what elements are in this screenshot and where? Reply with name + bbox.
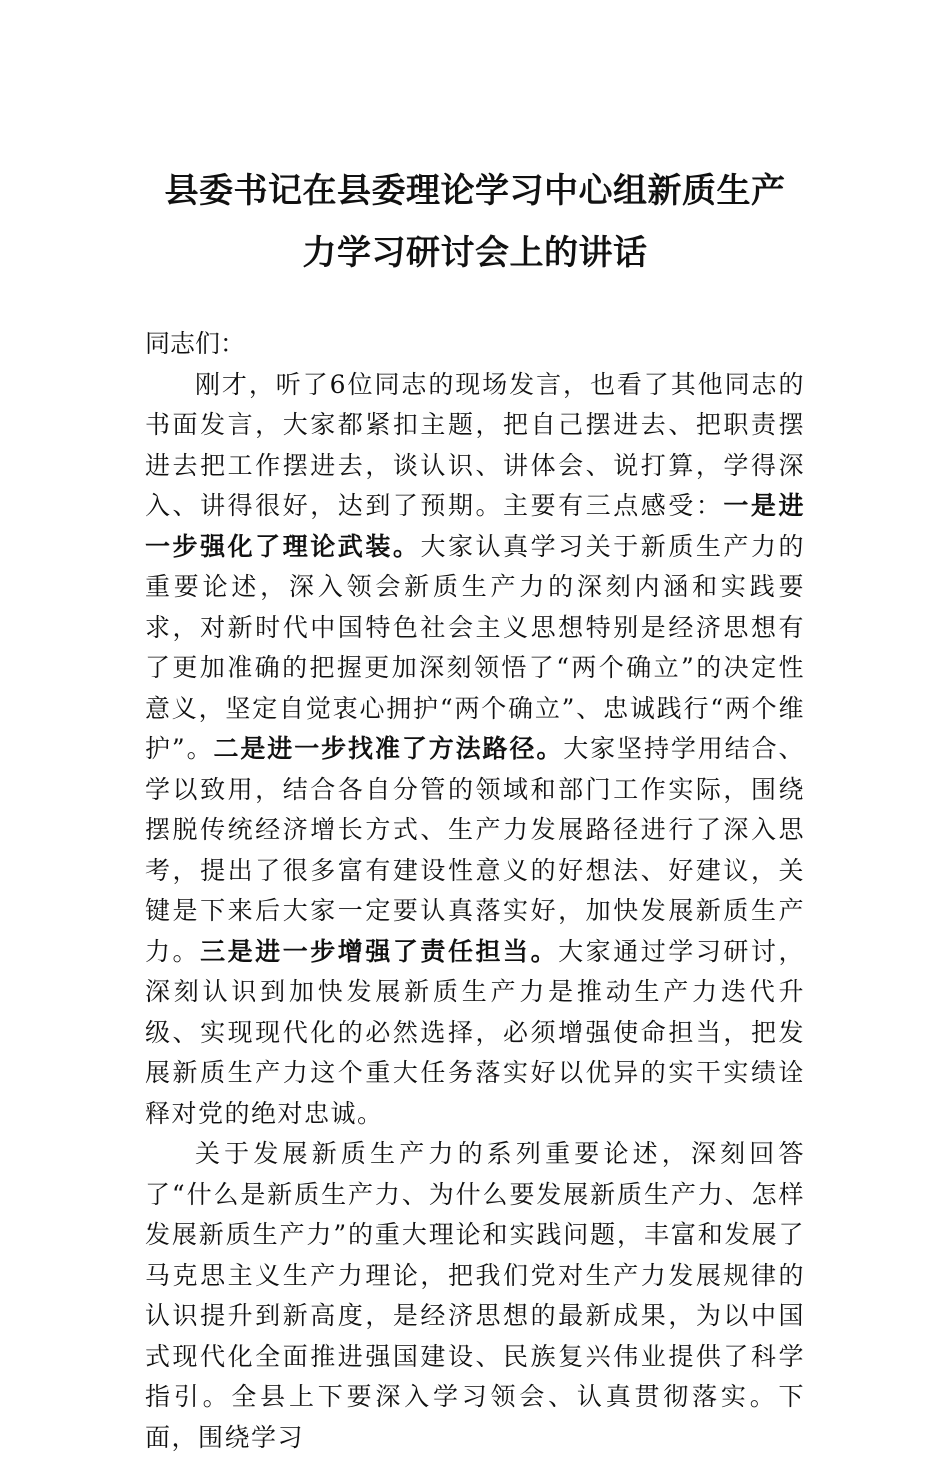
highlight-point-3: 三是进一步增强了责任担当。 [200, 936, 559, 966]
paragraph-1-text-1: 刚才，听了6位同志的现场发言，也看了其他同志的书面发言，大家都紧扣主题，把自己摆进去、把职责摆进去把工作摆进去，谈认识、讲体会、说打算，学得深入、讲得很好，达到了预期。主要有三点感受： [145, 369, 805, 520]
salutation: 同志们： [145, 329, 246, 358]
paragraph-1 [145, 365, 805, 1135]
highlight-point-1: 一是进一步强化了理论武装。 [145, 491, 805, 561]
paragraph-2: 关于发展新质生产力的系列重要论述，深刻回答了“什么是新质生产力、为什么要发展新质生产力、怎样发展新质生产力”的重大理论和实践问题，丰富和发展了马克思主义生产力理论，把我们党对生产力发展规律的认识提升到新高度，是经济思想的最新成果，为以中国式现代化全面推进强国建设、民族复兴伟业提供了科学指引。全县上下要深入学习领会、认真贯彻落实。下面，围绕学习 [145, 1139, 805, 1452]
highlight-point-2: 二是进一步找准了方法路径。 [213, 734, 564, 763]
document-title [145, 160, 805, 284]
title-line-1: 县委书记在县委理论学习中心组新质生产 [164, 171, 786, 211]
paragraph-1-text-2: 大家认真学习关于新质生产力的重要论述，深入领会新质生产力的深刻内涵和实践要求，对新时代中国特色社会主义思想特别是经济思想有了更加准确的把握更加深刻领悟了“两个确立”的决定性意义，坚定自觉衷心拥护“两个确立”、忠诚践行“两个维护”。 [145, 531, 805, 763]
paragraph-1-text-3: 大家坚持学用结合、学以致用，结合各自分管的领域和部门工作实际，围绕摆脱传统经济增长方式、生产力发展路径进行了深入思考，提出了很多富有建设性意义的好想法、好建议，关键是下来后大家一定要认真落实好，加快发展新质生产力。 [145, 734, 805, 966]
document-body [145, 324, 805, 1458]
title-line-2: 力学习研讨会上的讲话 [302, 233, 648, 273]
paragraph-1-text-4: 大家通过学习研讨，深刻认识到加快发展新质生产力是推动生产力迭代升级、实现现代化的必然选择，必须增强使命担当，把发展新质生产力这个重大任务落实好以优异的实干实绩诠释对党的绝对忠诚。 [145, 936, 805, 1128]
